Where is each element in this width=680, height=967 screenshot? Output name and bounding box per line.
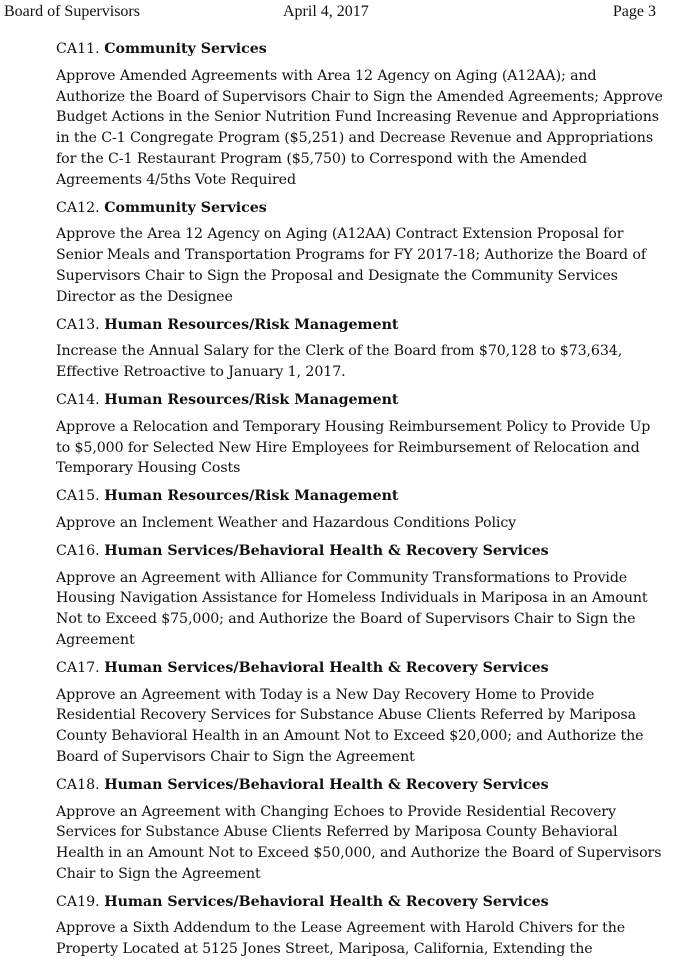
item-description: Approve an Agreement with Changing Echoes to Provide Residential Recovery Services for Substance Abuse Clients Referred by Mariposa County Behavioral Health in an Amount Not to Exceed $50,000, and Authorize the Board of Supervisors Chair to Sign the Agreement <box>56 803 662 882</box>
agenda-item-heading <box>56 315 666 336</box>
agenda-item <box>56 892 666 960</box>
item-department: Human Services/Behavioral Health & Recovery Services <box>104 659 549 676</box>
agenda-item-heading <box>56 39 666 60</box>
item-description: Approve Amended Agreements with Area 12 Agency on Aging (A12AA); and Authorize the Board of Supervisors Chair to Sign the Amended Agreements; Approve Budget Actions in the Senior Nutrition Fund Increasing Revenue and Appropriations in the C-1 Congregate Program ($5,251) and Decrease Revenue and Appropriations for the C-1 Restaurant Program ($5,750) to Correspond with the Amended Agreements 4/5ths Vote Required <box>56 67 663 188</box>
item-description: Approve a Sixth Addendum to the Lease Agreement with Harold Chivers for the Property Located at 5125 Jones Street, Mariposa, California, Extending the <box>56 920 626 958</box>
item-code: CA12. <box>56 199 100 216</box>
item-department: Human Services/Behavioral Health & Recovery Services <box>104 542 549 559</box>
item-description: Approve an Inclement Weather and Hazardous Conditions Policy <box>56 514 517 531</box>
item-code: CA15. <box>56 488 100 505</box>
item-code: CA11. <box>56 41 100 57</box>
item-department: Human Services/Behavioral Health & Recovery Services <box>104 893 549 910</box>
agenda-item-heading <box>56 541 666 562</box>
item-department: Human Resources/Risk Management <box>104 488 399 505</box>
item-department: Community Services <box>104 199 267 216</box>
item-code: CA18. <box>56 776 100 793</box>
agenda-item <box>56 658 666 768</box>
item-department: Human Services/Behavioral Health & Recovery Services <box>104 776 549 793</box>
item-code: CA17. <box>56 659 100 676</box>
agenda-item <box>56 541 666 651</box>
agenda-item-heading <box>56 390 666 411</box>
header-board-name: Board of Supervisors <box>4 3 140 20</box>
agenda-item-heading <box>56 658 666 679</box>
header-page-number: Page 3 <box>612 3 656 20</box>
header-date: April 4, 2017 <box>283 3 369 20</box>
page-header <box>0 3 680 25</box>
item-description: Approve an Agreement with Today is a New Day Recovery Home to Provide Residential Recovery Services for Substance Abuse Clients Referred by Mariposa County Behavioral Health in an Amount Not to Exceed $20,000; and Authorize the Board of Supervisors Chair to Sign the Agreement <box>56 686 644 765</box>
item-code: CA14. <box>56 391 100 408</box>
agenda-item <box>56 198 666 308</box>
consent-agenda-list <box>56 39 666 967</box>
item-description: Approve a Relocation and Temporary Housing Reimbursement Policy to Provide Up to $5,000 for Selected New Hire Employees for Reimbursement of Relocation and Temporary Housing Costs <box>56 418 651 477</box>
agenda-item-heading <box>56 486 666 507</box>
agenda-item-heading <box>56 775 666 796</box>
agenda-item <box>56 390 666 479</box>
item-code: CA13. <box>56 316 100 333</box>
agenda-item <box>56 486 666 534</box>
agenda-item-heading <box>56 892 666 913</box>
item-code: CA16. <box>56 542 100 559</box>
item-department: Human Resources/Risk Management <box>104 316 399 333</box>
agenda-item <box>56 315 666 383</box>
item-code: CA19. <box>56 893 100 910</box>
item-description: Approve an Agreement with Alliance for Community Transformations to Provide Housing Navigation Assistance for Homeless Individuals in Mariposa in an Amount Not to Exceed $75,000; and Authorize the Board of Supervisors Chair to Sign the Agreement <box>56 569 648 648</box>
agenda-item-heading <box>56 198 666 219</box>
item-description: Increase the Annual Salary for the Clerk of the Board from $70,128 to $73,634, Effective Retroactive to January 1, 2017. <box>56 343 623 381</box>
item-description: Approve the Area 12 Agency on Aging (A12AA) Contract Extension Proposal for Senior Meals and Transportation Programs for FY 2017-18; Authorize the Board of Supervisors Chair to Sign the Proposal and Designate the Community Services Director as the Designee <box>56 226 647 305</box>
agenda-item <box>56 39 666 191</box>
item-department: Community Services <box>104 41 267 57</box>
item-department: Human Resources/Risk Management <box>104 391 399 408</box>
agenda-item <box>56 775 666 885</box>
